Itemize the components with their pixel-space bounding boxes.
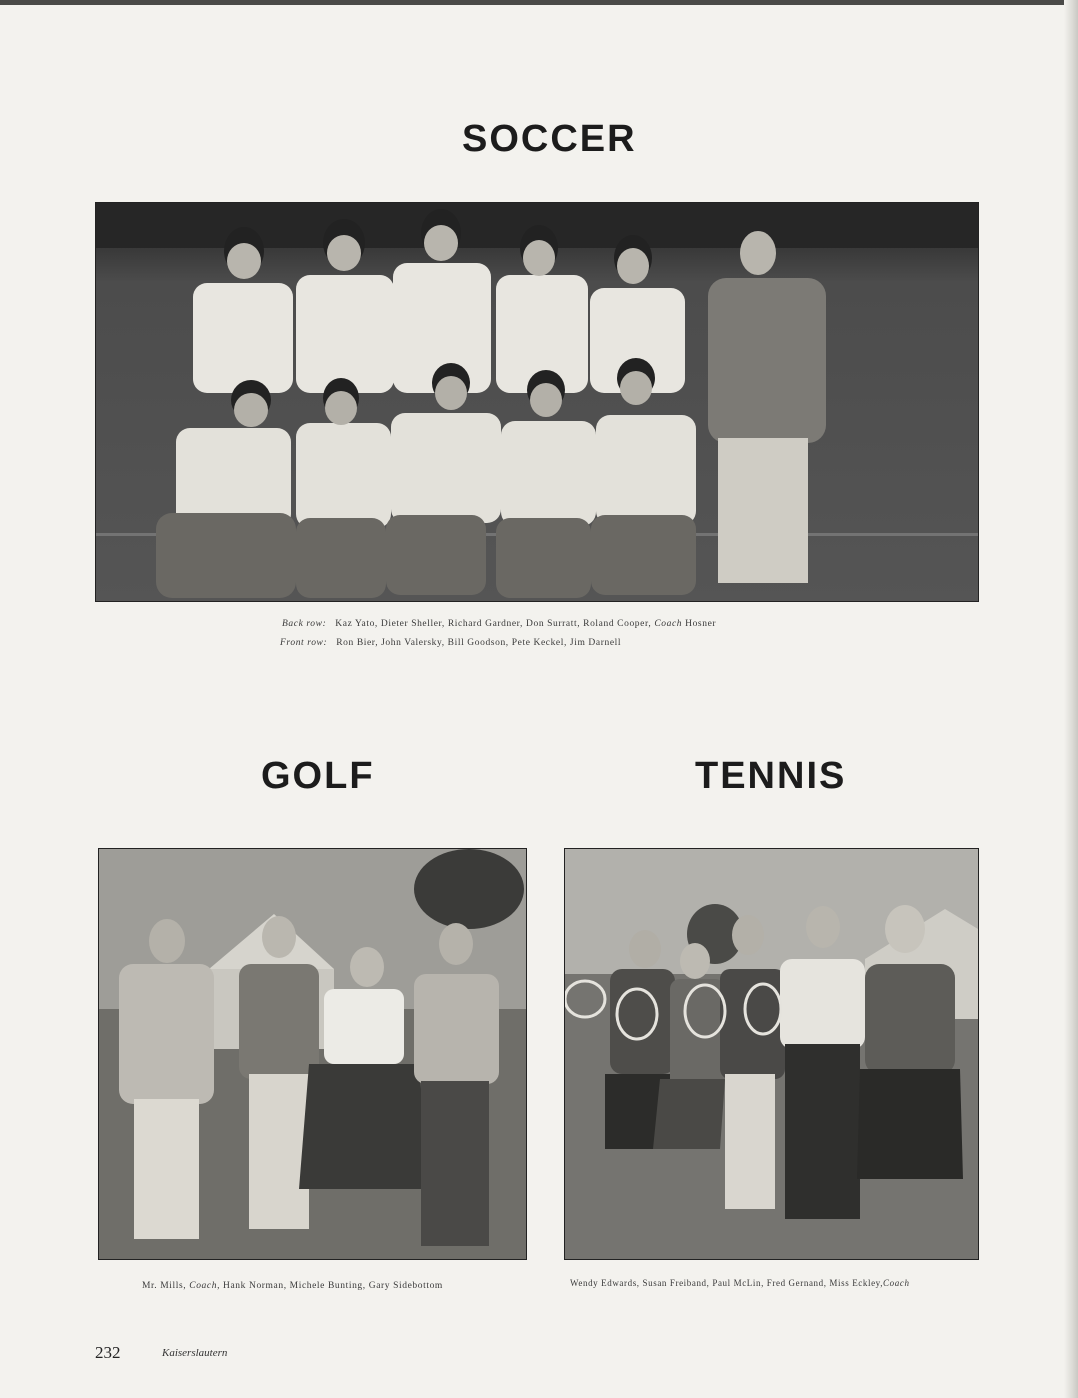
soccer-front-row-caption [280,638,621,648]
page-binding-shadow [1064,0,1078,1398]
front-row-label: Front row: [280,638,328,648]
soccer-back-row-caption [282,619,716,629]
back-row-coach-label: Coach [654,619,683,629]
golf-caption-pre: Mr. Mills, [142,1281,187,1291]
soccer-team-photo [95,202,979,602]
tennis-caption-pre: Wendy Edwards, Susan Freiband, Paul McLin, Fred Gernand, Miss Eckley, [570,1278,884,1288]
soccer-heading: SOCCER [462,118,637,160]
golf-caption-coach: Coach, [189,1281,221,1291]
golf-heading: GOLF [261,755,375,797]
tennis-heading: TENNIS [695,755,847,797]
back-row-coach-name: Hosner [685,619,717,629]
front-row-names: Ron Bier, John Valersky, Bill Goodson, Pete Keckel, Jim Darnell [336,638,622,648]
book-name: Kaiserslautern [162,1347,228,1359]
tennis-caption-coach: Coach [883,1278,910,1288]
golf-caption [142,1281,443,1291]
golf-team-photo [98,848,527,1260]
back-row-label: Back row: [282,619,327,629]
top-edge-line [0,0,1078,5]
tennis-caption [570,1278,910,1288]
golf-caption-post: Hank Norman, Michele Bunting, Gary Sidebottom [223,1281,443,1291]
tennis-team-photo [564,848,979,1260]
back-row-names: Kaz Yato, Dieter Sheller, Richard Gardner, Don Surratt, Roland Cooper, [335,619,652,629]
page-number: 232 [95,1343,121,1362]
